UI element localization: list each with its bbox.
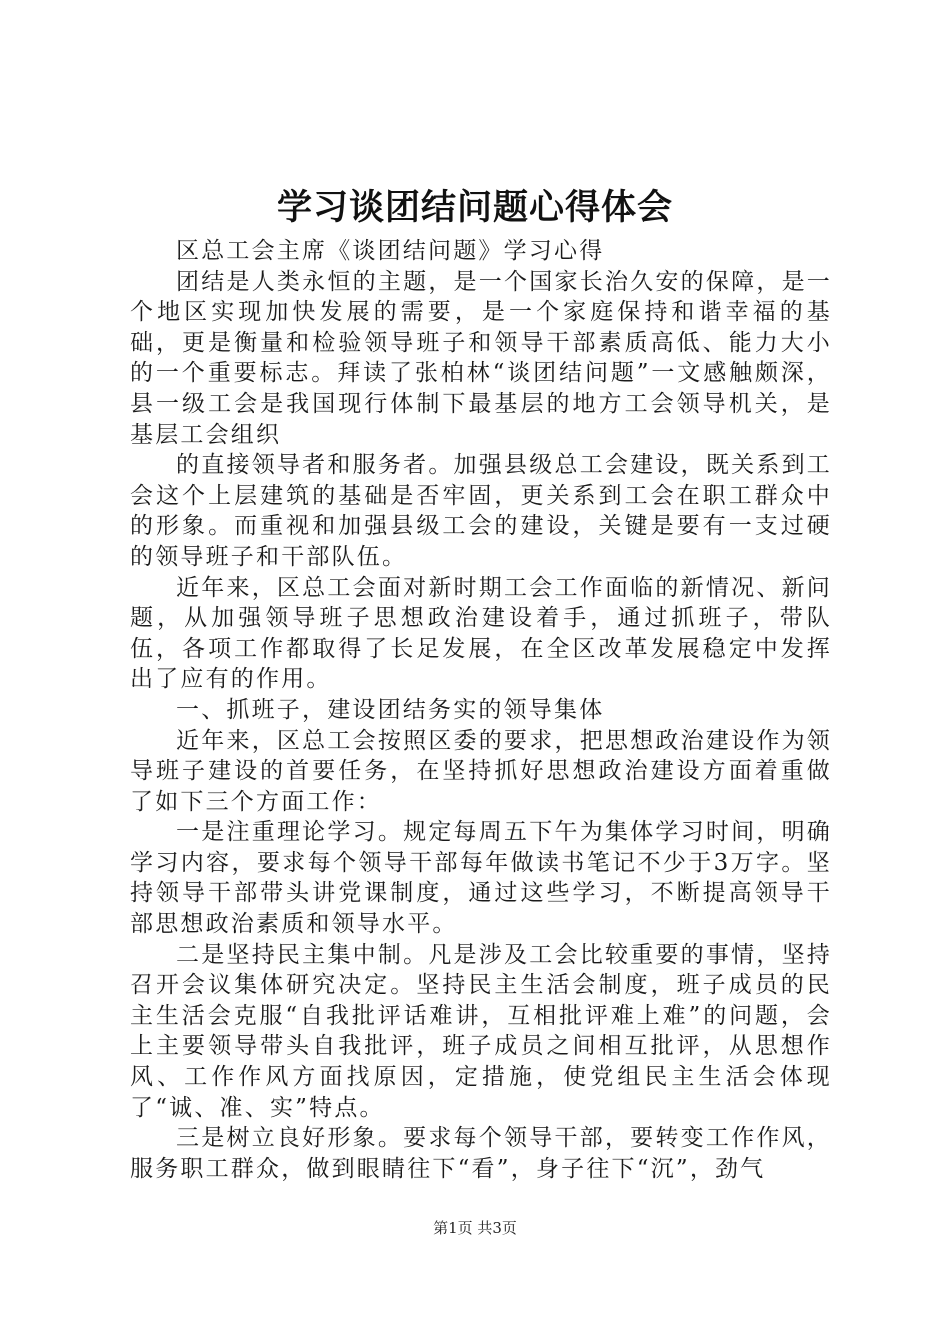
page-number-footer: 第1页 共3页 <box>433 1219 517 1237</box>
section-heading: 一、抓班子，建设团结务实的领导集体 <box>176 696 605 723</box>
body-paragraph: 近年来，区总工会面对新时期工会工作面临的新情况、新问题，从加强领导班子思想政治建设着手，通过抓班子，带队伍，各项工作都取得了长足发展，在全区改革发展稳定中发挥出了应有的作用。 <box>130 574 832 693</box>
body-paragraph: 近年来，区总工会按照区委的要求，把思想政治建设作为领导班子建设的首要任务，在坚持抓好思想政治建设方面着重做了如下三个方面工作： <box>130 727 832 815</box>
body-paragraph: 二是坚持民主集中制。凡是涉及工会比较重要的事情，坚持召开会议集体研究决定。坚持民主生活会制度，班子成员的民主生活会克服“自我批评话难讲，互相批评难上难”的问题，会上主要领导带头自我批评，班子成员之间相互批评，从思想作风、工作作风方面找原因，定措施，使党组民主生活会体现了“诚、准、实”特点。 <box>130 941 832 1121</box>
body-paragraph: 一是注重理论学习。规定每周五下午为集体学习时间，明确学习内容，要求每个领导干部每年做读书笔记不少于3万字。坚持领导干部带头讲党课制度，通过这些学习，不断提高领导干部思想政治素质和领导水平。 <box>130 819 832 938</box>
body-paragraph: 团结是人类永恒的主题，是一个国家长治久安的保障，是一个地区实现加快发展的需要，是一个家庭保持和谐幸福的基础，更是衡量和检验领导班子和领导干部素质高低、能力大小的一个重要标志。拜读了张柏林“谈团结问题”一文感触颇深，县一级工会是我国现行体制下最基层的地方工会领导机关，是基层工会组织 <box>130 268 832 448</box>
document-body <box>130 236 832 1184</box>
body-paragraph: 的直接领导者和服务者。加强县级总工会建设，既关系到工会这个上层建筑的基础是否牢固，更关系到工会在职工群众中的形象。而重视和加强县级工会的建设，关键是要有一支过硬的领导班子和干部队伍。 <box>130 452 832 570</box>
subtitle-paragraph: 区总工会主席《谈团结问题》学习心得 <box>176 238 605 264</box>
document-title: 学习谈团结问题心得体会 <box>276 188 673 228</box>
body-paragraph: 三是树立良好形象。要求每个领导干部，要转变工作作风，服务职工群众，做到眼睛往下“看”，身子往下“沉”，劲气 <box>130 1125 832 1182</box>
